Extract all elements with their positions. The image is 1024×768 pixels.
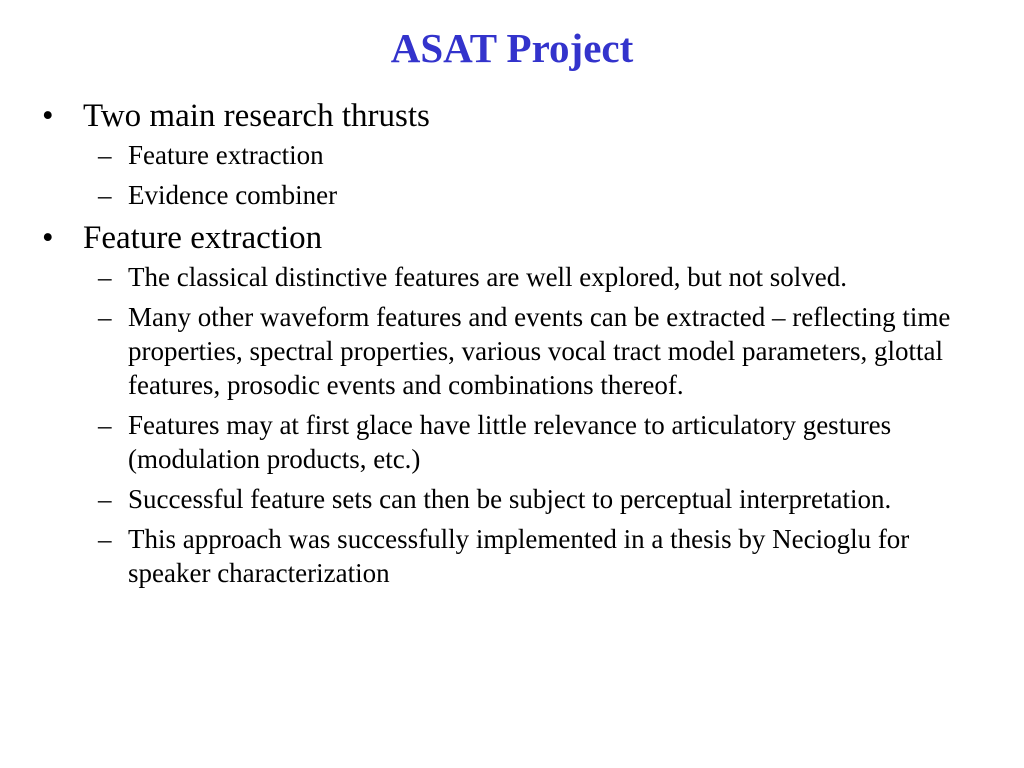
bullet-dot-icon: • bbox=[42, 98, 54, 134]
dash-icon: – bbox=[98, 410, 112, 440]
bullet-item bbox=[38, 218, 988, 258]
sub-item bbox=[38, 138, 988, 172]
sub-item-text: The classical distinctive features are well explored, but not solved. bbox=[128, 262, 848, 292]
sub-list bbox=[38, 138, 988, 212]
sub-item-text: Successful feature sets can then be subject to perceptual interpretation. bbox=[128, 484, 892, 514]
sub-item bbox=[38, 482, 988, 516]
dash-icon: – bbox=[98, 262, 112, 292]
dash-icon: – bbox=[98, 484, 112, 514]
sub-item bbox=[38, 300, 988, 402]
bullet-text: Two main research thrusts bbox=[83, 98, 430, 134]
sub-item bbox=[38, 178, 988, 212]
bullet-group-research-thrusts bbox=[38, 96, 988, 212]
bullet-dot-icon: • bbox=[42, 220, 54, 256]
dash-icon: – bbox=[98, 524, 112, 554]
bullet-group-feature-extraction bbox=[38, 218, 988, 590]
sub-item-text: Evidence combiner bbox=[128, 180, 338, 210]
sub-item-text: Feature extraction bbox=[128, 140, 324, 170]
sub-item-text: This approach was successfully implemented in a thesis by Necioglu for speaker characterization bbox=[128, 524, 910, 588]
bullet-text: Feature extraction bbox=[83, 220, 323, 256]
slide-title: ASAT Project bbox=[390, 25, 634, 71]
sub-item bbox=[38, 408, 988, 476]
sub-item-text: Many other waveform features and events can be extracted – reflecting time properties, spectral properties, various vocal tract model parameters, glottal features, prosodic events and combinations thereof. bbox=[128, 302, 951, 400]
sub-list bbox=[38, 260, 988, 590]
bullet-item bbox=[38, 96, 988, 136]
slide-content bbox=[38, 96, 988, 596]
dash-icon: – bbox=[98, 302, 112, 332]
sub-item bbox=[38, 260, 988, 294]
dash-icon: – bbox=[98, 140, 112, 170]
dash-icon: – bbox=[98, 180, 112, 210]
sub-item bbox=[38, 522, 988, 590]
sub-item-text: Features may at first glace have little relevance to articulatory gestures (modulation products, etc.) bbox=[128, 410, 892, 474]
